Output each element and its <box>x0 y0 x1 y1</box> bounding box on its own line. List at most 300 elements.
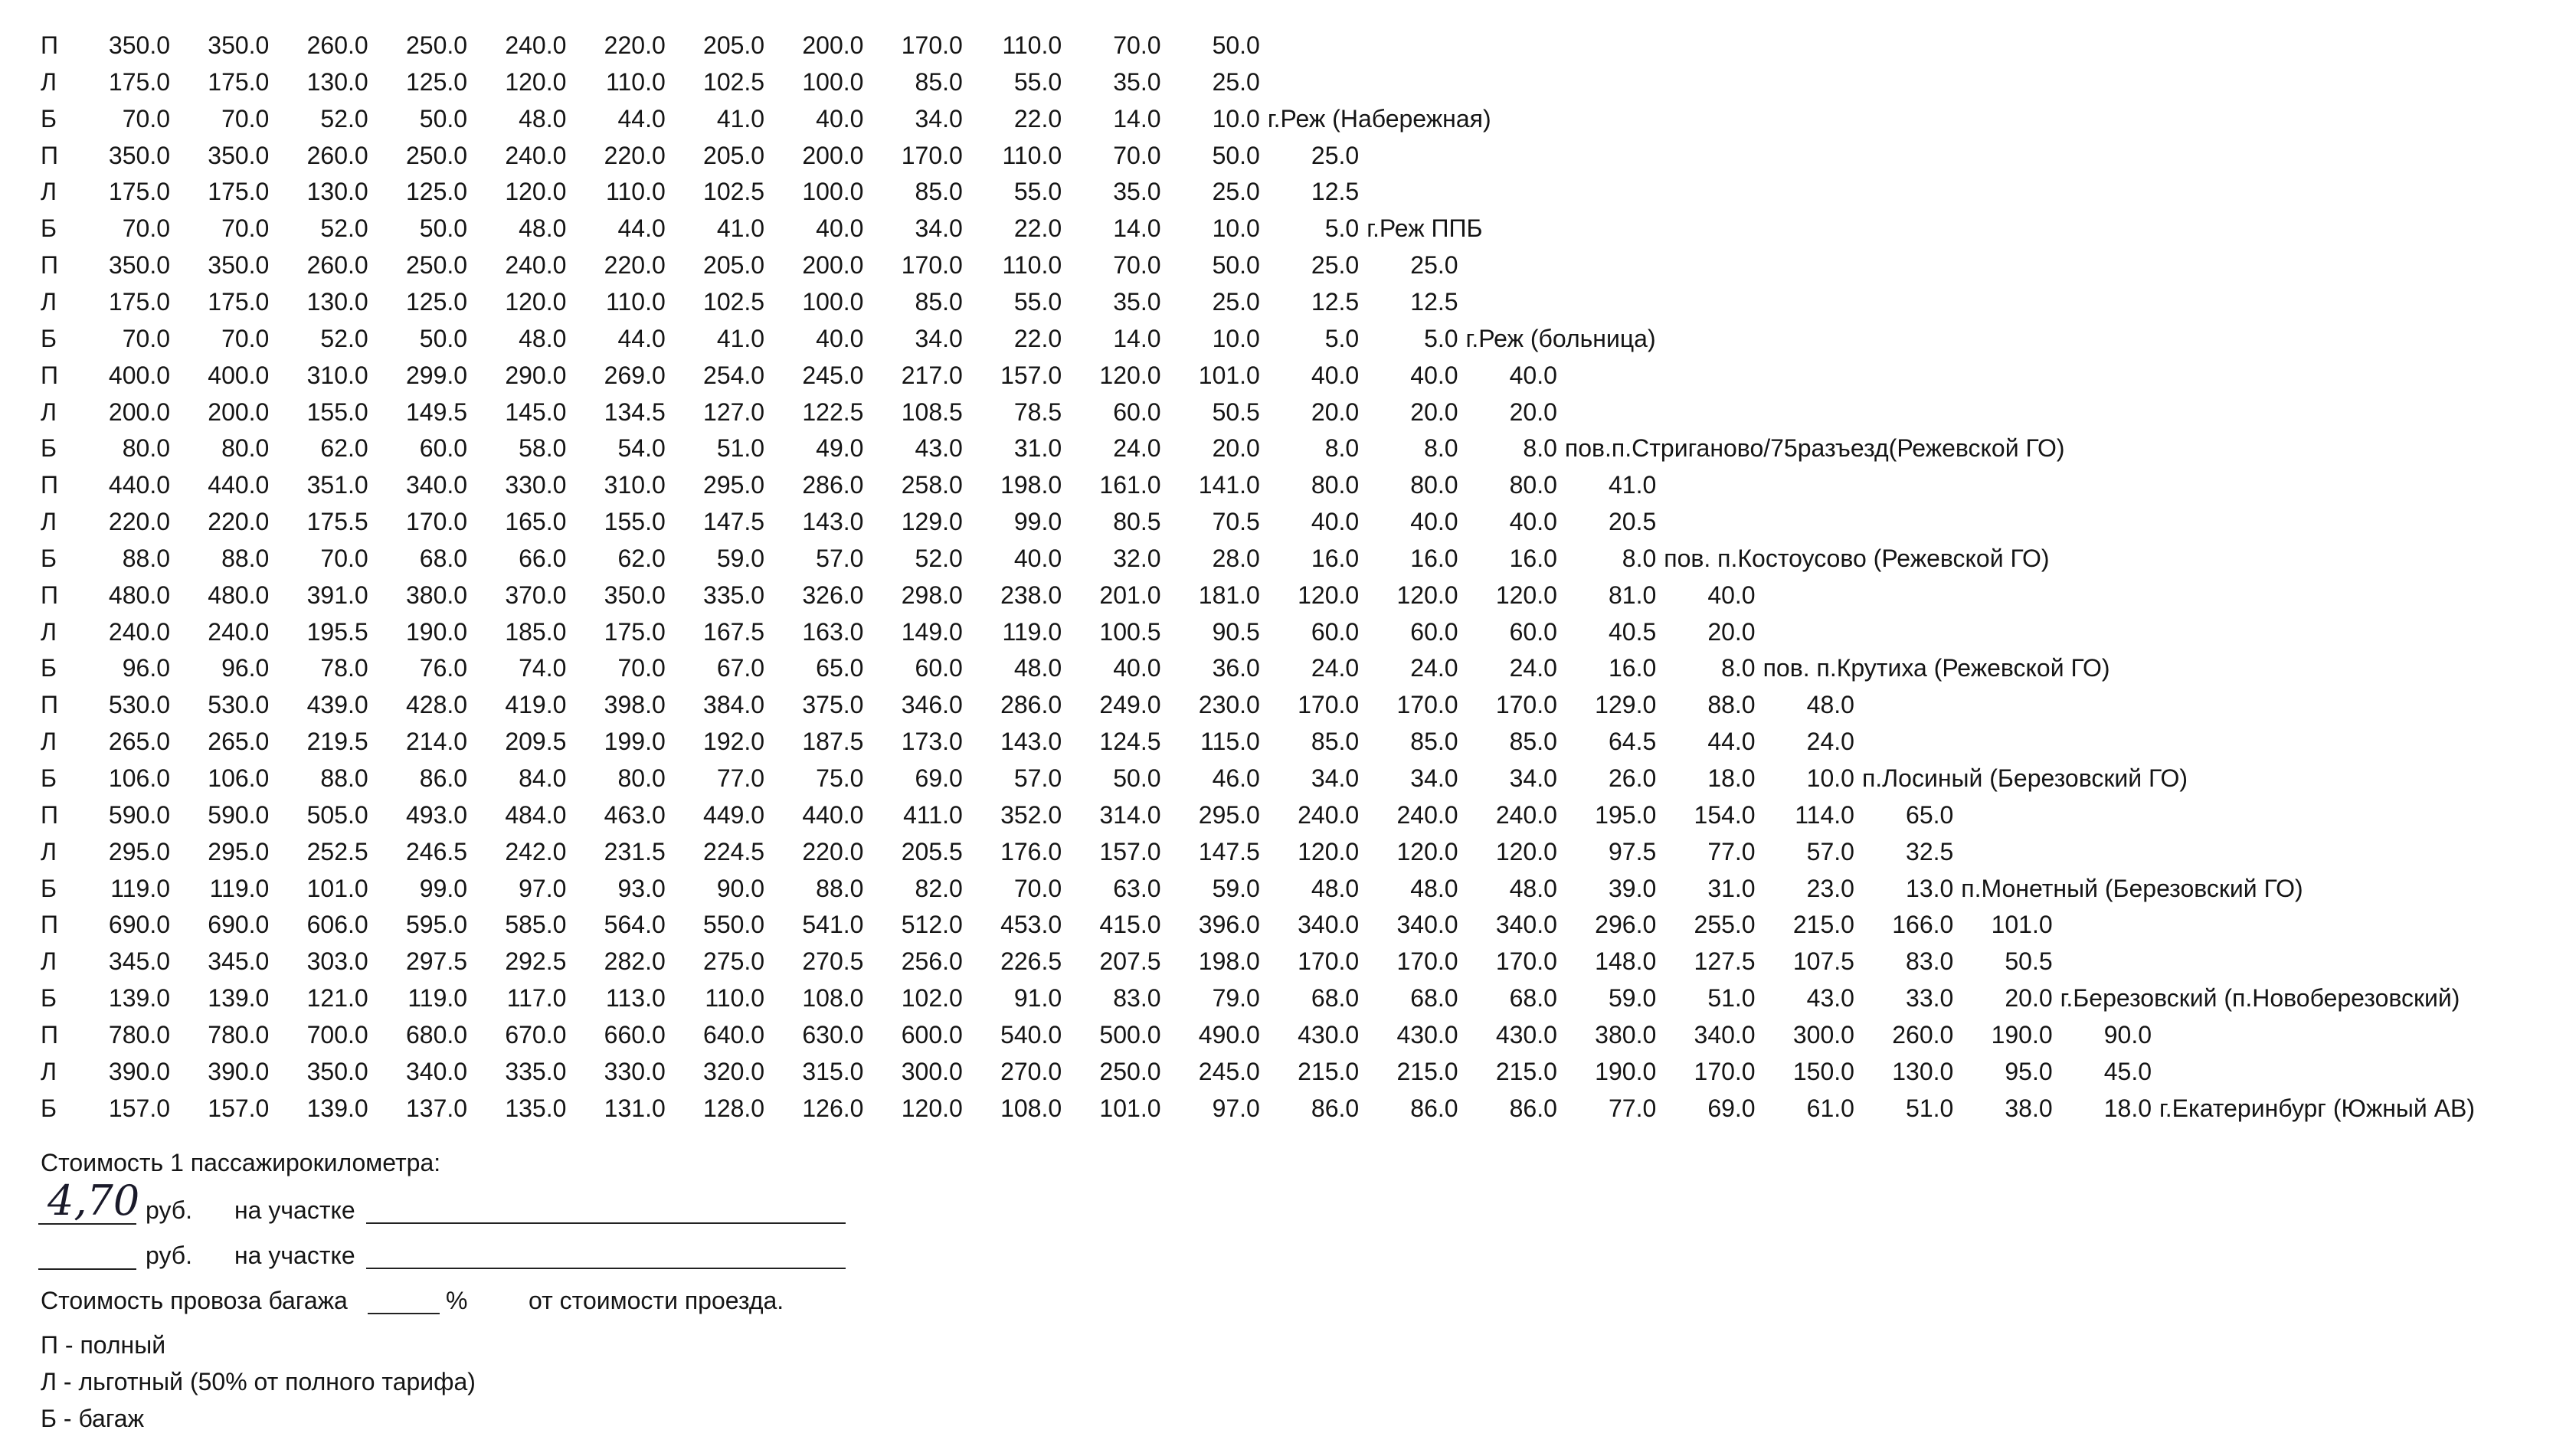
fare-cell: 113.0 <box>606 984 666 1013</box>
fare-cell: 398.0 <box>604 691 666 719</box>
fare-cell: 220.0 <box>604 251 666 280</box>
fare-cell: 120.0 <box>1495 837 1557 865</box>
fare-cell: 296.0 <box>1595 911 1657 939</box>
stop-name: п.Монетный (Березовский ГО) <box>1961 874 2303 902</box>
fare-cell: 16.0 <box>1509 544 1557 572</box>
fare-cell: 48.0 <box>1410 874 1458 902</box>
segment-blank-1 <box>366 1222 846 1224</box>
fare-cell: 85.0 <box>1311 728 1360 756</box>
fare-row <box>0 64 2553 100</box>
fare-cell: 154.0 <box>1694 800 1756 829</box>
fare-cell: 530.0 <box>208 691 270 719</box>
fare-cell: 14.0 <box>1113 324 1161 352</box>
fare-cell: 70.0 <box>617 654 666 682</box>
fare-cell: 51.0 <box>1707 984 1756 1013</box>
fare-row <box>0 760 2553 797</box>
fare-cell: 175.0 <box>208 67 270 96</box>
baggage-percent-blank <box>368 1313 440 1314</box>
fare-cell: 690.0 <box>108 911 170 939</box>
baggage-percent-sign: % <box>446 1287 468 1314</box>
fare-cell: 119.0 <box>209 874 270 902</box>
fare-row <box>0 357 2553 394</box>
fare-cell: 110.0 <box>606 67 666 96</box>
fare-cell: 120.0 <box>505 178 567 206</box>
stop-name: г.Реж ППБ <box>1367 214 1483 243</box>
fare-cell: 215.0 <box>1298 1057 1360 1085</box>
fare-cell: 61.0 <box>1806 1094 1854 1122</box>
fare-cell: 260.0 <box>306 251 368 280</box>
fare-cell: 14.0 <box>1113 214 1161 243</box>
fare-cell: 32.5 <box>1906 837 1954 865</box>
fare-cell: 88.0 <box>221 544 270 572</box>
fare-cell: 606.0 <box>306 911 368 939</box>
fare-cell: 205.5 <box>901 837 963 865</box>
fare-cell: 415.0 <box>1099 911 1161 939</box>
tariff-code: Л <box>41 837 57 865</box>
tariff-code: Л <box>41 67 57 96</box>
fare-cell: 175.0 <box>208 287 270 316</box>
fare-cell: 32.0 <box>1113 544 1161 572</box>
segment-label-2: на участке <box>234 1242 355 1269</box>
fare-cell: 391.0 <box>306 581 368 609</box>
tariff-code: П <box>41 581 58 609</box>
fare-row <box>0 503 2553 540</box>
fare-row <box>0 320 2553 357</box>
cost-label: Стоимость 1 пассажирокилометра: <box>41 1149 441 1176</box>
fare-cell: 411.0 <box>903 800 963 829</box>
fare-cell: 62.0 <box>320 434 368 463</box>
fare-cell: 10.0 <box>1212 324 1260 352</box>
tariff-code: Л <box>41 287 57 316</box>
fare-cell: 121.0 <box>306 984 368 1013</box>
fare-cell: 320.0 <box>703 1057 765 1085</box>
fare-cell: 40.0 <box>1410 361 1458 389</box>
fare-cell: 231.5 <box>604 837 666 865</box>
fare-cell: 249.0 <box>1099 691 1161 719</box>
cost-value-handwritten: 4,70 <box>47 1176 140 1225</box>
fare-cell: 282.0 <box>604 947 666 976</box>
fare-cell: 175.0 <box>604 617 666 646</box>
fare-cell: 550.0 <box>703 911 765 939</box>
fare-cell: 297.5 <box>405 947 468 976</box>
fare-cell: 170.0 <box>405 508 468 536</box>
fare-cell: 125.0 <box>405 67 468 96</box>
fare-cell: 125.0 <box>405 287 468 316</box>
fare-cell: 88.0 <box>1707 691 1756 719</box>
fare-cell: 34.0 <box>915 324 963 352</box>
fare-cell: 255.0 <box>1694 911 1756 939</box>
fare-cell: 440.0 <box>802 800 864 829</box>
fare-cell: 108.5 <box>901 398 963 426</box>
fare-cell: 28.0 <box>1212 544 1260 572</box>
fare-cell: 173.0 <box>901 728 963 756</box>
fare-cell: 122.5 <box>802 398 864 426</box>
fare-row <box>0 100 2553 137</box>
fare-cell: 480.0 <box>208 581 270 609</box>
fare-cell: 46.0 <box>1212 764 1260 792</box>
fare-cell: 120.0 <box>1298 837 1360 865</box>
fare-cell: 22.0 <box>1013 214 1062 243</box>
fare-cell: 128.0 <box>703 1094 765 1122</box>
fare-cell: 83.0 <box>1906 947 1954 976</box>
fare-cell: 48.0 <box>1311 874 1360 902</box>
fare-cell: 350.0 <box>604 581 666 609</box>
fare-cell: 350.0 <box>108 141 170 169</box>
fare-cell: 449.0 <box>703 800 765 829</box>
fare-cell: 346.0 <box>901 691 963 719</box>
fare-cell: 120.0 <box>1298 581 1360 609</box>
fare-cell: 88.0 <box>122 544 170 572</box>
fare-cell: 110.0 <box>705 984 765 1013</box>
fare-cell: 215.0 <box>1792 911 1854 939</box>
fare-cell: 50.0 <box>419 324 468 352</box>
fare-cell: 125.0 <box>405 178 468 206</box>
fare-cell: 375.0 <box>802 691 864 719</box>
fare-cell: 440.0 <box>208 471 270 499</box>
fare-cell: 106.0 <box>208 764 270 792</box>
fare-cell: 390.0 <box>208 1057 270 1085</box>
fare-cell: 326.0 <box>802 581 864 609</box>
fare-cell: 181.0 <box>1198 581 1260 609</box>
fare-cell: 25.0 <box>1212 287 1260 316</box>
fare-cell: 198.0 <box>1198 947 1260 976</box>
fare-cell: 26.0 <box>1608 764 1657 792</box>
fare-cell: 143.0 <box>802 508 864 536</box>
fare-cell: 86.0 <box>1410 1094 1458 1122</box>
fare-cell: 52.0 <box>320 104 368 133</box>
fare-cell: 25.0 <box>1410 251 1458 280</box>
fare-cell: 120.0 <box>505 287 567 316</box>
fare-cell: 564.0 <box>604 911 666 939</box>
fare-cell: 170.0 <box>1396 947 1458 976</box>
fare-cell: 512.0 <box>901 911 963 939</box>
fare-cell: 68.0 <box>1311 984 1360 1013</box>
fare-cell: 157.0 <box>208 1094 270 1122</box>
fare-cell: 24.0 <box>1311 654 1360 682</box>
fare-cell: 12.5 <box>1311 178 1360 206</box>
fare-cell: 258.0 <box>901 471 963 499</box>
fare-cell: 340.0 <box>1694 1020 1756 1049</box>
tariff-code: П <box>41 691 58 719</box>
fare-cell: 40.0 <box>1311 508 1360 536</box>
fare-row <box>0 210 2553 247</box>
fare-cell: 51.0 <box>1906 1094 1954 1122</box>
fare-cell: 80.0 <box>1410 471 1458 499</box>
fare-cell: 13.0 <box>1906 874 1954 902</box>
fare-cell: 8.0 <box>1424 434 1458 463</box>
fare-cell: 595.0 <box>405 911 468 939</box>
fare-cell: 80.5 <box>1113 508 1161 536</box>
fare-cell: 36.0 <box>1212 654 1260 682</box>
fare-cell: 330.0 <box>505 471 567 499</box>
fare-cell: 48.0 <box>1509 874 1557 902</box>
fare-cell: 131.0 <box>604 1094 666 1122</box>
fare-row <box>0 980 2553 1016</box>
fare-cell: 85.0 <box>915 178 963 206</box>
fare-cell: 600.0 <box>901 1020 963 1049</box>
fare-cell: 86.0 <box>419 764 468 792</box>
tariff-code: Б <box>41 874 57 902</box>
fare-cell: 150.0 <box>1792 1057 1854 1085</box>
fare-cell: 80.0 <box>617 764 666 792</box>
fare-cell: 80.0 <box>221 434 270 463</box>
fare-row <box>0 466 2553 503</box>
fare-cell: 49.0 <box>816 434 864 463</box>
fare-cell: 340.0 <box>1396 911 1458 939</box>
fare-cell: 20.0 <box>1311 398 1360 426</box>
fare-cell: 70.0 <box>1113 251 1161 280</box>
fare-cell: 102.0 <box>901 984 963 1013</box>
fare-cell: 40.5 <box>1608 617 1657 646</box>
fare-cell: 64.5 <box>1608 728 1657 756</box>
fare-cell: 100.0 <box>802 287 864 316</box>
fare-row <box>0 27 2553 64</box>
fare-cell: 295.0 <box>1198 800 1260 829</box>
fare-cell: 101.0 <box>1099 1094 1161 1122</box>
fare-cell: 40.0 <box>816 324 864 352</box>
fare-cell: 700.0 <box>306 1020 368 1049</box>
fare-cell: 83.0 <box>1113 984 1161 1013</box>
fare-cell: 129.0 <box>1595 691 1657 719</box>
fare-cell: 77.0 <box>716 764 765 792</box>
fare-cell: 195.0 <box>1595 800 1657 829</box>
fare-cell: 106.0 <box>108 764 170 792</box>
fare-cell: 50.0 <box>419 214 468 243</box>
fare-cell: 52.0 <box>320 324 368 352</box>
fare-cell: 351.0 <box>306 471 368 499</box>
fare-cell: 45.0 <box>2103 1057 2152 1085</box>
fare-cell: 44.0 <box>1707 728 1756 756</box>
fare-cell: 60.0 <box>419 434 468 463</box>
fare-row <box>0 1090 2553 1127</box>
fare-cell: 77.0 <box>1608 1094 1657 1122</box>
fare-cell: 127.0 <box>703 398 765 426</box>
tariff-code: Л <box>41 947 57 976</box>
fare-row <box>0 283 2553 320</box>
fare-cell: 84.0 <box>519 764 567 792</box>
fare-cell: 220.0 <box>208 508 270 536</box>
fare-cell: 143.0 <box>1000 728 1062 756</box>
fare-cell: 170.0 <box>1396 691 1458 719</box>
fare-cell: 265.0 <box>108 728 170 756</box>
fare-cell: 245.0 <box>802 361 864 389</box>
fare-cell: 298.0 <box>901 581 963 609</box>
fare-cell: 101.0 <box>306 874 368 902</box>
fare-cell: 157.0 <box>108 1094 170 1122</box>
fare-cell: 350.0 <box>208 251 270 280</box>
fare-cell: 157.0 <box>1000 361 1062 389</box>
fare-cell: 31.0 <box>1013 434 1062 463</box>
fare-cell: 260.0 <box>306 141 368 169</box>
fare-cell: 350.0 <box>208 31 270 59</box>
fare-cell: 34.0 <box>1311 764 1360 792</box>
fare-cell: 57.0 <box>1806 837 1854 865</box>
fare-cell: 114.0 <box>1795 800 1854 829</box>
fare-cell: 207.5 <box>1099 947 1161 976</box>
fare-cell: 252.5 <box>306 837 368 865</box>
fare-cell: 70.5 <box>1212 508 1260 536</box>
fare-cell: 130.0 <box>1892 1057 1954 1085</box>
fare-cell: 60.0 <box>1113 398 1161 426</box>
fare-cell: 238.0 <box>1000 581 1062 609</box>
fare-cell: 38.0 <box>2005 1094 2053 1122</box>
fare-cell: 108.0 <box>802 984 864 1013</box>
fare-cell: 96.0 <box>122 654 170 682</box>
fare-cell: 295.0 <box>703 471 765 499</box>
fare-cell: 352.0 <box>1000 800 1062 829</box>
fare-cell: 295.0 <box>208 837 270 865</box>
fare-cell: 205.0 <box>703 141 765 169</box>
fare-cell: 299.0 <box>405 361 468 389</box>
fare-cell: 120.0 <box>1495 581 1557 609</box>
fare-cell: 76.0 <box>419 654 468 682</box>
fare-cell: 48.0 <box>1013 654 1062 682</box>
fare-cell: 240.0 <box>1396 800 1458 829</box>
fare-cell: 220.0 <box>802 837 864 865</box>
fare-cell: 439.0 <box>306 691 368 719</box>
fare-cell: 24.0 <box>1410 654 1458 682</box>
fare-cell: 95.0 <box>2005 1057 2053 1085</box>
fare-cell: 380.0 <box>1595 1020 1657 1049</box>
fare-cell: 31.0 <box>1707 874 1756 902</box>
fare-cell: 230.0 <box>1198 691 1260 719</box>
tariff-code: Л <box>41 178 57 206</box>
fare-cell: 24.0 <box>1113 434 1161 463</box>
fare-cell: 110.0 <box>606 178 666 206</box>
fare-cell: 270.0 <box>1000 1057 1062 1085</box>
fare-cell: 33.0 <box>1906 984 1954 1013</box>
fare-cell: 5.0 <box>1324 324 1360 352</box>
fare-cell: 220.0 <box>108 508 170 536</box>
fare-row <box>0 577 2553 613</box>
tariff-code: Б <box>41 434 57 463</box>
fare-cell: 70.0 <box>122 104 170 133</box>
fare-cell: 370.0 <box>505 581 567 609</box>
fare-row <box>0 173 2553 210</box>
fare-cell: 20.0 <box>1707 617 1756 646</box>
fare-cell: 286.0 <box>1000 691 1062 719</box>
fare-cell: 139.0 <box>306 1094 368 1122</box>
fare-cell: 119.0 <box>110 874 170 902</box>
fare-cell: 175.5 <box>306 508 368 536</box>
fare-cell: 110.0 <box>606 287 666 316</box>
fare-row <box>0 247 2553 283</box>
fare-cell: 41.0 <box>1608 471 1657 499</box>
fare-cell: 88.0 <box>320 764 368 792</box>
fare-cell: 660.0 <box>604 1020 666 1049</box>
fare-cell: 60.0 <box>1410 617 1458 646</box>
fare-cell: 185.0 <box>505 617 567 646</box>
fare-cell: 200.0 <box>802 141 864 169</box>
fare-cell: 85.0 <box>915 287 963 316</box>
legend-full: П - полный <box>41 1331 166 1359</box>
fare-cell: 240.0 <box>1298 800 1360 829</box>
fare-cell: 20.0 <box>2005 984 2053 1013</box>
fare-cell: 44.0 <box>617 104 666 133</box>
fare-cell: 139.0 <box>208 984 270 1013</box>
fare-cell: 70.0 <box>122 214 170 243</box>
fare-cell: 155.0 <box>604 508 666 536</box>
fare-cell: 25.0 <box>1311 141 1360 169</box>
fare-cell: 78.0 <box>320 654 368 682</box>
segment-label-1: на участке <box>234 1196 355 1224</box>
tariff-code: П <box>41 800 58 829</box>
fare-cell: 134.5 <box>604 398 666 426</box>
fare-cell: 120.0 <box>901 1094 963 1122</box>
tariff-code: Б <box>41 104 57 133</box>
fare-cell: 155.0 <box>306 398 368 426</box>
fare-cell: 490.0 <box>1198 1020 1260 1049</box>
fare-cell: 224.5 <box>703 837 765 865</box>
fare-row <box>0 797 2553 833</box>
fare-cell: 690.0 <box>208 911 270 939</box>
fare-cell: 8.0 <box>1622 544 1657 572</box>
fare-cell: 34.0 <box>915 214 963 243</box>
fare-cell: 350.0 <box>108 31 170 59</box>
fare-cell: 40.0 <box>1707 581 1756 609</box>
fare-cell: 250.0 <box>405 31 468 59</box>
fare-cell: 430.0 <box>1495 1020 1557 1049</box>
fare-cell: 43.0 <box>915 434 963 463</box>
fare-cell: 350.0 <box>208 141 270 169</box>
tariff-code: Б <box>41 1094 57 1122</box>
fare-cell: 340.0 <box>1298 911 1360 939</box>
fare-cell: 81.0 <box>1608 581 1657 609</box>
fare-cell: 530.0 <box>108 691 170 719</box>
fare-cell: 198.0 <box>1000 471 1062 499</box>
fare-cell: 240.0 <box>505 251 567 280</box>
fare-cell: 315.0 <box>802 1057 864 1085</box>
tariff-code: П <box>41 471 58 499</box>
fare-cell: 50.5 <box>2005 947 2053 976</box>
stop-name: пов.п.Стриганово/75разъезд(Режевской ГО) <box>1564 434 2065 463</box>
fare-cell: 85.0 <box>1410 728 1458 756</box>
cost-value-underline <box>38 1223 136 1225</box>
fare-cell: 149.0 <box>901 617 963 646</box>
fare-cell: 170.0 <box>1298 691 1360 719</box>
fare-cell: 145.0 <box>505 398 567 426</box>
fare-cell: 130.0 <box>306 67 368 96</box>
fare-cell: 50.0 <box>1212 251 1260 280</box>
fare-cell: 390.0 <box>108 1057 170 1085</box>
fare-cell: 51.0 <box>716 434 765 463</box>
fare-cell: 215.0 <box>1495 1057 1557 1085</box>
fare-row <box>0 137 2553 174</box>
stop-name: п.Лосиный (Березовский ГО) <box>1861 764 2188 792</box>
tariff-code: Л <box>41 398 57 426</box>
fare-cell: 260.0 <box>1892 1020 1954 1049</box>
fare-cell: 55.0 <box>1013 287 1062 316</box>
fare-cell: 453.0 <box>1000 911 1062 939</box>
fare-cell: 335.0 <box>703 581 765 609</box>
stop-name: г.Реж (больница) <box>1465 324 1656 352</box>
fare-cell: 670.0 <box>505 1020 567 1049</box>
fare-cell: 428.0 <box>405 691 468 719</box>
fare-cell: 163.0 <box>802 617 864 646</box>
tariff-code: Б <box>41 214 57 243</box>
tariff-code: Л <box>41 617 57 646</box>
fare-cell: 20.0 <box>1509 398 1557 426</box>
fare-cell: 115.0 <box>1200 728 1260 756</box>
fare-cell: 50.0 <box>419 104 468 133</box>
tariff-code: Б <box>41 654 57 682</box>
fare-cell: 209.5 <box>505 728 567 756</box>
fare-cell: 350.0 <box>108 251 170 280</box>
fare-cell: 300.0 <box>901 1057 963 1085</box>
fare-cell: 85.0 <box>1509 728 1557 756</box>
fare-cell: 43.0 <box>1806 984 1854 1013</box>
fare-cell: 20.0 <box>1212 434 1260 463</box>
